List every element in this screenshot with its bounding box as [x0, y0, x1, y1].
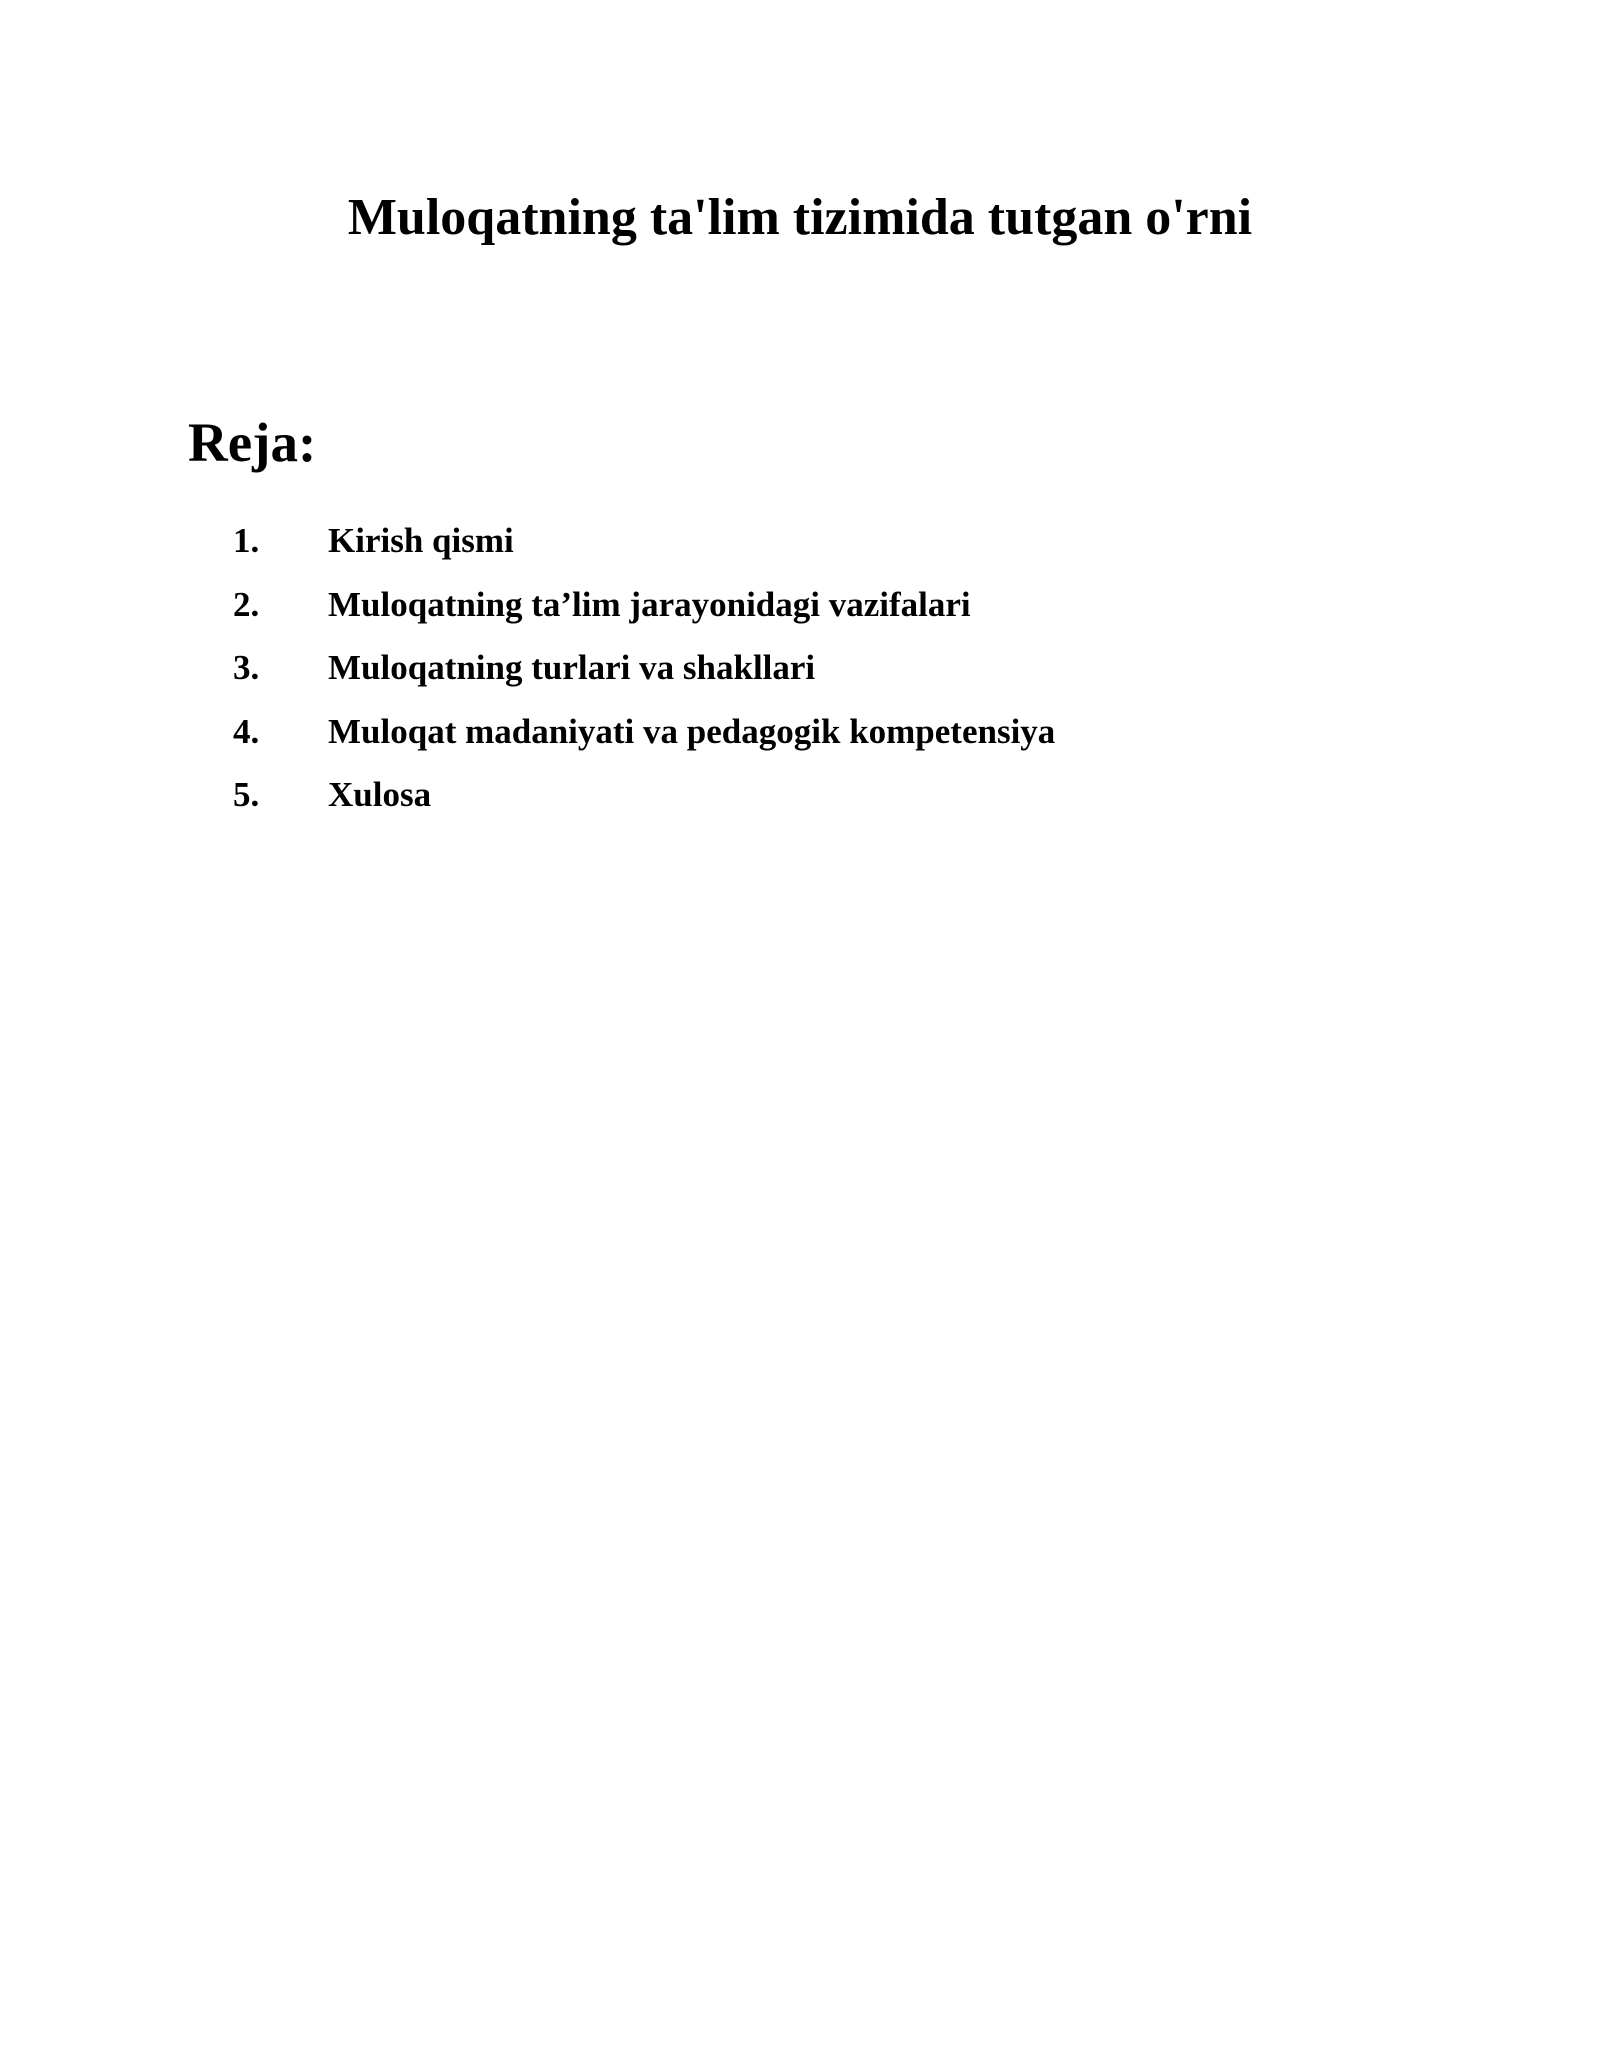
- plan-list-item: [233, 579, 1055, 643]
- plan-item-number: 4.: [233, 711, 260, 751]
- plan-item-text: Muloqatning turlari va shakllari: [328, 648, 816, 687]
- plan-item-number: 3.: [233, 648, 260, 687]
- plan-list-item: [233, 642, 1055, 706]
- plan-item-text: Muloqat madaniyati va pedagogik kompetensiya: [328, 711, 1056, 751]
- plan-heading: Reja:: [188, 412, 317, 473]
- plan-item-number: 5.: [233, 775, 260, 814]
- plan-item-text: Kirish qismi: [328, 521, 514, 560]
- plan-item-number: 1.: [233, 521, 260, 560]
- plan-item-text: Muloqatning ta’lim jarayonidagi vazifalari: [328, 584, 971, 624]
- plan-list-item: [233, 515, 1055, 579]
- plan-item-number: 2.: [233, 584, 260, 624]
- document-title: Muloqatning ta'lim tizimida tutgan o'rni: [347, 189, 1253, 246]
- plan-item-text: Xulosa: [328, 775, 432, 814]
- plan-list: [233, 515, 1055, 833]
- plan-list-item: [233, 769, 1055, 833]
- plan-list-item: [233, 706, 1055, 770]
